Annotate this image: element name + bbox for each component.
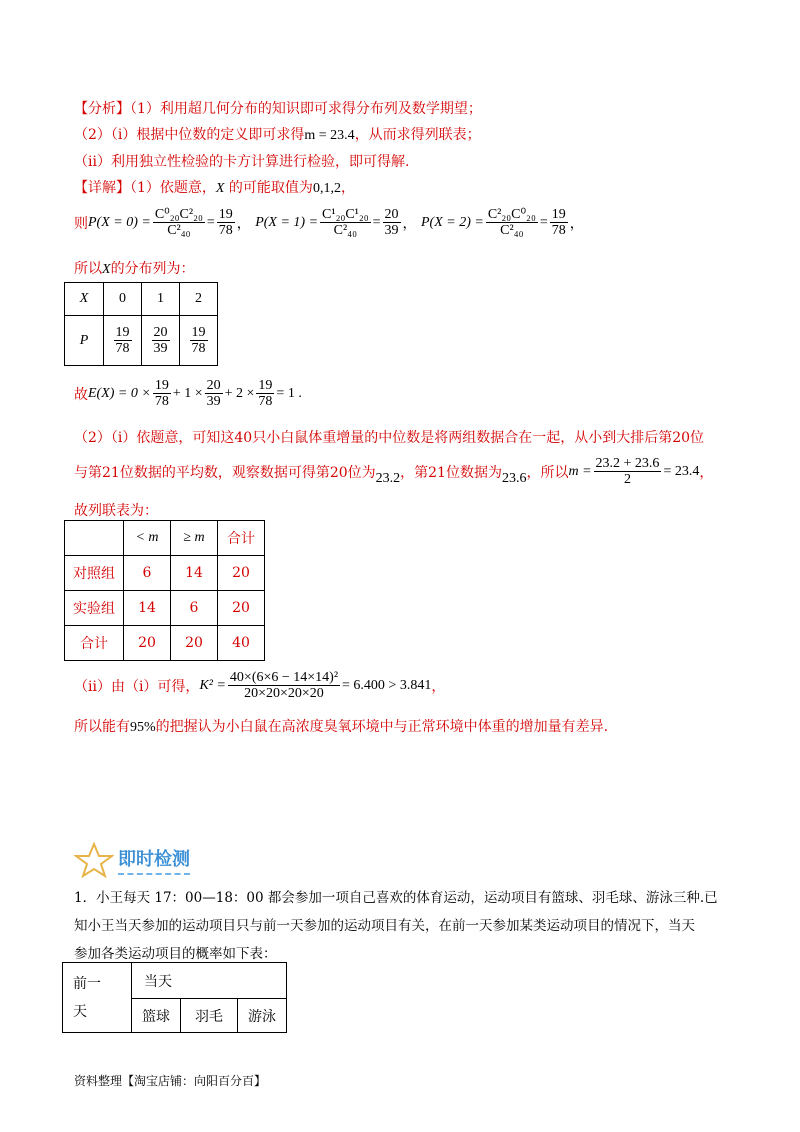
values: 0,1,2 [312,181,341,196]
numerator: C²₂₀C⁰₂₀ [487,207,536,222]
cell: 6 [171,591,218,626]
cell: 合计 [65,626,124,661]
cell: 0 [104,283,142,316]
numerator: 19 [154,378,169,393]
col-badminton: 羽毛 [181,999,238,1033]
text: 的把握认为小白鼠在高浓度臭氧环境中与正常环境中体重的增加量有差异. [155,719,609,735]
equals: = [372,214,381,230]
part2-line-1: （2）（i）依题意，可知这40只小白鼠体重增量的中位数是将两组数据合在一起，从小到大排后第20位 [74,430,705,446]
denominator: C²₄₀ [333,223,357,238]
numerator: 20 [384,207,399,222]
cell: 20 [171,626,218,661]
cell: 14 [124,591,171,626]
q1-line-2: 知小王当天参加的运动项目只与前一天参加的运动项目有关，在前一天参加某类运动项目的情况下，当天 [74,918,695,934]
part2-line-2 [74,456,713,487]
denominator: 78 [191,341,206,356]
conclusion-line [74,716,608,736]
expr: = 23.4 [663,463,700,479]
text: ， [699,464,714,481]
denominator: 78 [154,394,169,409]
expr: + 1 × [172,385,203,401]
p0-result [217,207,235,238]
value: 23.6 [501,470,527,486]
equals: = [539,214,548,230]
expectation-line [74,378,302,409]
p1-left: P(X = 1) = [255,214,319,230]
p2-result [550,207,568,238]
denominator: 39 [206,394,221,409]
cell: ≥ m [171,521,218,556]
cell: 2 [180,283,218,316]
p1-fraction [320,207,371,238]
chi-square-line [74,670,445,701]
expr: m = [568,463,592,479]
contingency-title: 故列联表为： [74,503,158,519]
text: （ii）由（i）可得， [74,678,200,695]
denominator: 20×20×20×20 [244,686,324,701]
q1-table [62,962,287,1033]
numerator: 20 [206,378,221,393]
detail-text: 【详解】（1）依题意， [74,180,216,196]
numerator: 19 [258,378,273,393]
analysis-text: ，从而求得列联表； [354,127,481,143]
distribution-title [74,258,195,278]
expr: E(X) = 0 × [88,385,151,401]
denominator: C²₄₀ [167,223,191,238]
expr: + 2 × [224,385,255,401]
median-value: m = 23.4 [304,128,355,143]
numerator: C¹₂₀C¹₂₀ [322,207,369,222]
detail-text: 的可能取值为 [224,180,313,196]
denominator: 78 [115,341,130,356]
fraction [205,378,223,409]
numerator: 19 [191,325,206,340]
expr: = 6.400 > 3.841 [342,677,432,693]
denominator: 78 [258,394,273,409]
fraction [594,456,662,487]
equals: = [206,214,215,230]
text: 的分布列为： [110,261,195,277]
text: 所以能有 [74,719,130,735]
prefix: 故 [74,386,88,403]
p1-result [383,207,401,238]
prev-day-label: 前一天 [73,975,101,1020]
cell [180,316,218,366]
var-x: X [102,262,111,277]
denominator: 39 [153,341,168,356]
cell: 对照组 [65,556,124,591]
contingency-table [64,520,265,661]
percent: 95% [130,720,156,735]
denominator: 2 [623,472,631,487]
fraction [256,378,274,409]
numerator: 23.2 + 23.6 [595,456,660,471]
cell: 6 [124,556,171,591]
cell [142,316,180,366]
expr: K² = [199,677,226,693]
text: 所以 [74,261,102,277]
denominator: 78 [218,223,233,238]
numerator: 40×(6×6 − 14×14)² [229,670,339,685]
analysis-line-2 [74,124,481,144]
expr: = 1 . [276,385,302,401]
numerator: 19 [218,207,233,222]
cell: 20 [218,556,265,591]
footer: 资料整理【淘宝店铺：向阳百分百】 [74,1074,267,1088]
analysis-line-1: 【分析】（1）利用超几何分布的知识即可求得分布列及数学期望； [74,101,482,117]
text: ，所以 [526,464,569,481]
today-cell: 当天 [132,963,287,999]
section-header [74,842,190,878]
cell: X [65,283,104,316]
section-title: 即时检测 [118,845,190,875]
cell: 1 [142,283,180,316]
analysis-text: （2）（i）根据中位数的定义即可求得 [74,127,305,143]
p0-left: P(X = 0) = [88,214,151,230]
col-basketball: 篮球 [132,999,181,1033]
fraction [228,670,340,701]
cell: 20 [124,626,171,661]
numerator: 19 [551,207,566,222]
p2-left: P(X = 2) = [420,214,484,230]
cell [104,316,142,366]
detail-line-1 [74,177,355,197]
cell [65,521,124,556]
denominator: 78 [551,223,566,238]
cell: 14 [171,556,218,591]
text: ，第21位数据为 [400,464,502,481]
cell: < m [124,521,171,556]
probabilities-line: 则 P(X = 0) = $\frac{\text{C⁰₂₀C²₂₀}}{\text{C²₄₀}}$ = $\frac{19}{78}$ ， P(X = 1) = $\frac{\text{C¹₂₀C¹₂₀}}{\text{C²₄₀}}$ = $\frac{20}{39}$ ， P(X = 2) = $\frac{\text{C²₂₀C⁰₂₀}}{\text{C²₄₀}}$ = $\frac{19}{78}$ ， [74,207,584,238]
prefix: 则 [74,215,88,232]
star-icon [74,842,114,878]
denominator: 39 [384,223,399,238]
numerator: C⁰₂₀C²₂₀ [154,207,203,222]
cell: P [65,316,104,366]
value: 23.2 [375,470,401,486]
cell: 20 [218,591,265,626]
text: ， [431,678,446,695]
fraction [153,378,171,409]
distribution-table [64,282,218,366]
numerator: 20 [153,325,168,340]
q1-line-1: 1．小王每天 17：00—18：00 都会参加一项自己喜欢的体育运动，运动项目有篮球、羽毛球、游泳三种.已 [74,890,718,906]
q1-line-3: 参加各类运动项目的概率如下表： [74,946,277,962]
numerator: 19 [115,325,130,340]
col-swimming: 游泳 [238,999,287,1033]
cell: 40 [218,626,265,661]
p0-fraction [153,207,205,238]
detail-text: ， [340,180,355,196]
cell: 实验组 [65,591,124,626]
cell: 合计 [218,521,265,556]
prev-day-cell [63,963,132,1033]
p2-fraction [486,207,538,238]
analysis-line-3: （ii）利用独立性检验的卡方计算进行检验，即可得解. [74,154,410,170]
text: 与第21位数据的平均数，观察数据可得第20位为 [74,464,376,481]
var-x: X [215,181,225,196]
denominator: C²₄₀ [500,223,524,238]
